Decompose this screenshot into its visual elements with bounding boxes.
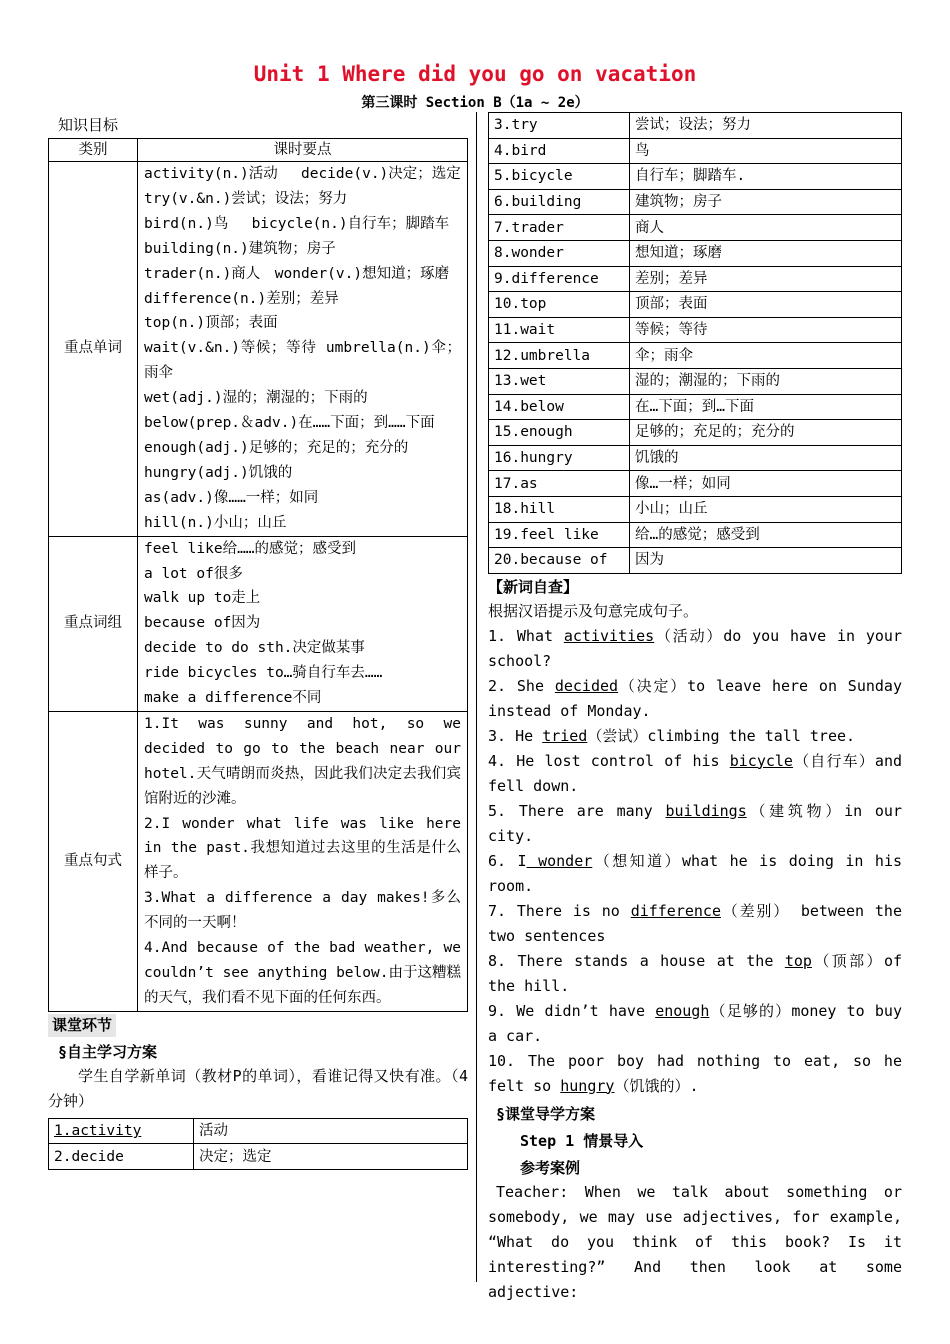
table-row: [489, 496, 902, 522]
meaning-cell: 自行车；脚踏车.: [630, 164, 902, 190]
points-cell: [138, 536, 468, 711]
table-row: [489, 394, 902, 420]
meaning-cell: 湿的；潮湿的；下雨的: [630, 368, 902, 394]
exercise-item: 2. She decided（决定）to leave here on Sunday instead of Monday.: [488, 676, 902, 720]
category-cell: 重点单词: [49, 162, 138, 537]
exercise-item: 8. There stands a house at the top（顶部）of the hill.: [488, 951, 902, 995]
page-title: Unit 1 Where did you go on vacation: [253, 62, 697, 86]
exercise-item: 5. There are many buildings（建筑物）in our city.: [488, 801, 902, 845]
column-divider: [476, 112, 477, 1282]
meaning-cell: 在…下面；到…下面: [630, 394, 902, 420]
point-line: 3.What a difference a day makes!多么不同的一天啊！: [144, 890, 461, 932]
answer-blank: hungry: [560, 1076, 615, 1095]
word-table-left: [48, 1118, 468, 1170]
point-line: decide to do sth.决定做某事: [144, 640, 365, 657]
table-row: [489, 420, 902, 446]
category-cell: 重点句式: [49, 711, 138, 1011]
answer-blank: buildings: [665, 801, 747, 820]
meaning-cell: 等候；等待: [630, 317, 902, 343]
point-line: hill(n.)小山；山丘: [144, 514, 287, 531]
guide-text: Teacher: When we talk about something or somebody, we may use adjectives, for example, “What do you think of this book? Is it interesting?” And then look at some adjective:: [488, 1182, 902, 1301]
point-line: hungry(adj.)饥饿的: [144, 464, 293, 481]
exercise-item: 3. He tried（尝试）climbing the tall tree.: [488, 726, 856, 745]
table-row: [489, 343, 902, 369]
meaning-cell: 鸟: [630, 138, 902, 164]
points-cell: [138, 162, 468, 537]
meaning-cell: 像…一样；如同: [630, 471, 902, 497]
point-line: enough(adj.)足够的；充足的；充分的: [144, 439, 409, 456]
meaning-cell: 尝试；设法；努力: [630, 113, 902, 139]
points-cell: [138, 711, 468, 1011]
word-cell: 18.hill: [489, 496, 630, 522]
point-line: top(n.)顶部；表面: [144, 315, 278, 332]
point-line: building(n.)建筑物；房子: [144, 240, 336, 257]
table-row: [489, 113, 902, 139]
meaning-cell: 想知道；琢磨: [630, 240, 902, 266]
category-cell: 重点词组: [49, 536, 138, 711]
table-row: [489, 445, 902, 471]
meaning-cell: 差别；差异: [630, 266, 902, 292]
table-row: [489, 189, 902, 215]
point-line: wet(adj.)湿的；潮湿的；下雨的: [144, 390, 368, 407]
point-line: 2.I wonder what life was like here in the past.我想知道过去这里的生活是什么样子。: [144, 815, 461, 882]
word-cell: 13.wet: [489, 368, 630, 394]
word-cell: 19.feel like: [489, 522, 630, 548]
answer-blank: activities: [563, 626, 655, 645]
meaning-cell: 因为: [630, 548, 902, 574]
exercise-item: 4. He lost control of his bicycle（自行车）and fell down.: [488, 751, 902, 795]
word-cell: 14.below: [489, 394, 630, 420]
table-row: [489, 317, 902, 343]
word-cell: 16.hungry: [489, 445, 630, 471]
meaning-cell: 活动: [194, 1118, 468, 1144]
word-cell: 17.as: [489, 471, 630, 497]
knowledge-table: [48, 138, 468, 1012]
point-line: because of因为: [144, 615, 261, 632]
table-row: [489, 292, 902, 318]
point-line: difference(n.)差别；差异: [144, 290, 339, 307]
right-column: [488, 112, 902, 1305]
point-line: 4.And because of the bad weather, we couldn’t see anything below.由于这糟糕的天气，我们看不见下面的任何东西。: [144, 940, 461, 1006]
table-row: [489, 164, 902, 190]
answer-blank: bicycle: [729, 751, 793, 770]
table-row: [489, 215, 902, 241]
word-cell: 4.bird: [489, 138, 630, 164]
knowledge-row-words: [49, 162, 468, 537]
point-line: ride bicycles to…骑自行车去……: [144, 665, 383, 682]
point-line: below(prep.＆adv.)在……下面；到……下面: [144, 415, 435, 432]
self-study-text: 学生自学新单词（教材P的单词），看谁记得又快有准。（4分钟）: [48, 1066, 468, 1110]
exercise-item: 9. We didn’t have enough（足够的）money to buy a car.: [488, 1001, 902, 1045]
table-row: [489, 240, 902, 266]
table-row: [489, 548, 902, 574]
point-line: wait(v.&n.)等候；等待 umbrella(n.)伞；雨伞: [144, 340, 461, 382]
point-line: bird(n.)鸟 bicycle(n.)自行车；脚踏车: [144, 215, 450, 232]
self-study-heading: §自主学习方案: [58, 1042, 158, 1061]
word-cell: 3.try: [489, 113, 630, 139]
knowledge-row-phrases: [49, 536, 468, 711]
word-cell: 6.building: [489, 189, 630, 215]
point-line: trader(n.)商人 wonder(v.)想知道；琢磨: [144, 265, 450, 282]
meaning-cell: 伞；雨伞: [630, 343, 902, 369]
point-line: try(v.&n.)尝试；设法；努力: [144, 190, 348, 207]
word-cell: 10.top: [489, 292, 630, 318]
meaning-cell: 足够的；充足的；充分的: [630, 420, 902, 446]
point-line: a lot of很多: [144, 565, 243, 582]
answer-blank: decided: [554, 676, 619, 695]
meaning-cell: 给…的感觉；感受到: [630, 522, 902, 548]
col-header-points: 课时要点: [138, 139, 468, 162]
page-subtitle: 第三课时 Section B（1a ~ 2e）: [361, 95, 589, 111]
meaning-cell: 饥饿的: [630, 445, 902, 471]
word-cell: 5.bicycle: [489, 164, 630, 190]
word-cell: 20.because of: [489, 548, 630, 574]
exercise-item: 6. I wonder（想知道）what he is doing in his room.: [488, 851, 903, 895]
word-cell: 7.trader: [489, 215, 630, 241]
answer-blank: wonder: [526, 851, 593, 870]
self-check-heading: 【新词自查】: [488, 577, 579, 596]
word-table-right: [488, 112, 902, 574]
exercise-list: [488, 624, 902, 1099]
meaning-cell: 决定；选定: [194, 1144, 468, 1170]
word-cell: 15.enough: [489, 420, 630, 446]
table-row: [489, 266, 902, 292]
self-check-instruction: 根据汉语提示及句意完成句子。: [488, 601, 699, 620]
exercise-item: 7. There is no difference（差别） between the two sentences: [488, 901, 902, 945]
table-row: [489, 138, 902, 164]
knowledge-row-sentences: [49, 711, 468, 1011]
point-line: as(adv.)像……一样；如同: [144, 489, 319, 506]
left-column: [48, 114, 468, 1170]
meaning-cell: 顶部；表面: [630, 292, 902, 318]
meaning-cell: 商人: [630, 215, 902, 241]
answer-blank: enough: [655, 1001, 710, 1020]
table-row: [489, 471, 902, 497]
class-section-label: 课堂环节: [48, 1014, 116, 1037]
guide-heading: §课堂导学方案: [496, 1104, 596, 1123]
guide-case: 参考案例: [520, 1158, 581, 1177]
exercise-item: 1. What activities（活动）do you have in your school?: [488, 626, 902, 670]
point-line: activity(n.)活动 decide(v.)决定；选定: [144, 166, 461, 182]
answer-blank: top: [784, 951, 812, 970]
meaning-cell: 建筑物；房子: [630, 189, 902, 215]
point-line: 1.It was sunny and hot, so we decided to go to the beach near our hotel.天气晴朗而炎热，因此我们决定去我们宾馆附近的沙滩。: [144, 715, 461, 807]
table-row: [49, 1118, 468, 1144]
word-cell: 1.activity: [49, 1118, 194, 1144]
answer-blank: difference: [630, 901, 721, 920]
knowledge-heading: 知识目标: [58, 116, 119, 134]
point-line: make a difference不同: [144, 690, 322, 707]
point-line: walk up to走上: [144, 590, 261, 607]
col-header-category: 类别: [49, 139, 138, 162]
answer-blank: tried: [542, 726, 588, 745]
meaning-cell: 小山；山丘: [630, 496, 902, 522]
word-cell: 9.difference: [489, 266, 630, 292]
point-line: feel like给……的感觉；感受到: [144, 540, 357, 557]
table-row: [489, 368, 902, 394]
word-cell: 2.decide: [49, 1144, 194, 1170]
word-cell: 12.umbrella: [489, 343, 630, 369]
table-row: [489, 522, 902, 548]
word-cell: 11.wait: [489, 317, 630, 343]
table-row: [49, 1144, 468, 1170]
guide-step: Step 1 情景导入: [520, 1131, 644, 1150]
word-cell: 8.wonder: [489, 240, 630, 266]
exercise-item: 10. The poor boy had nothing to eat, so he felt so hungry（饥饿的）.: [488, 1051, 902, 1095]
